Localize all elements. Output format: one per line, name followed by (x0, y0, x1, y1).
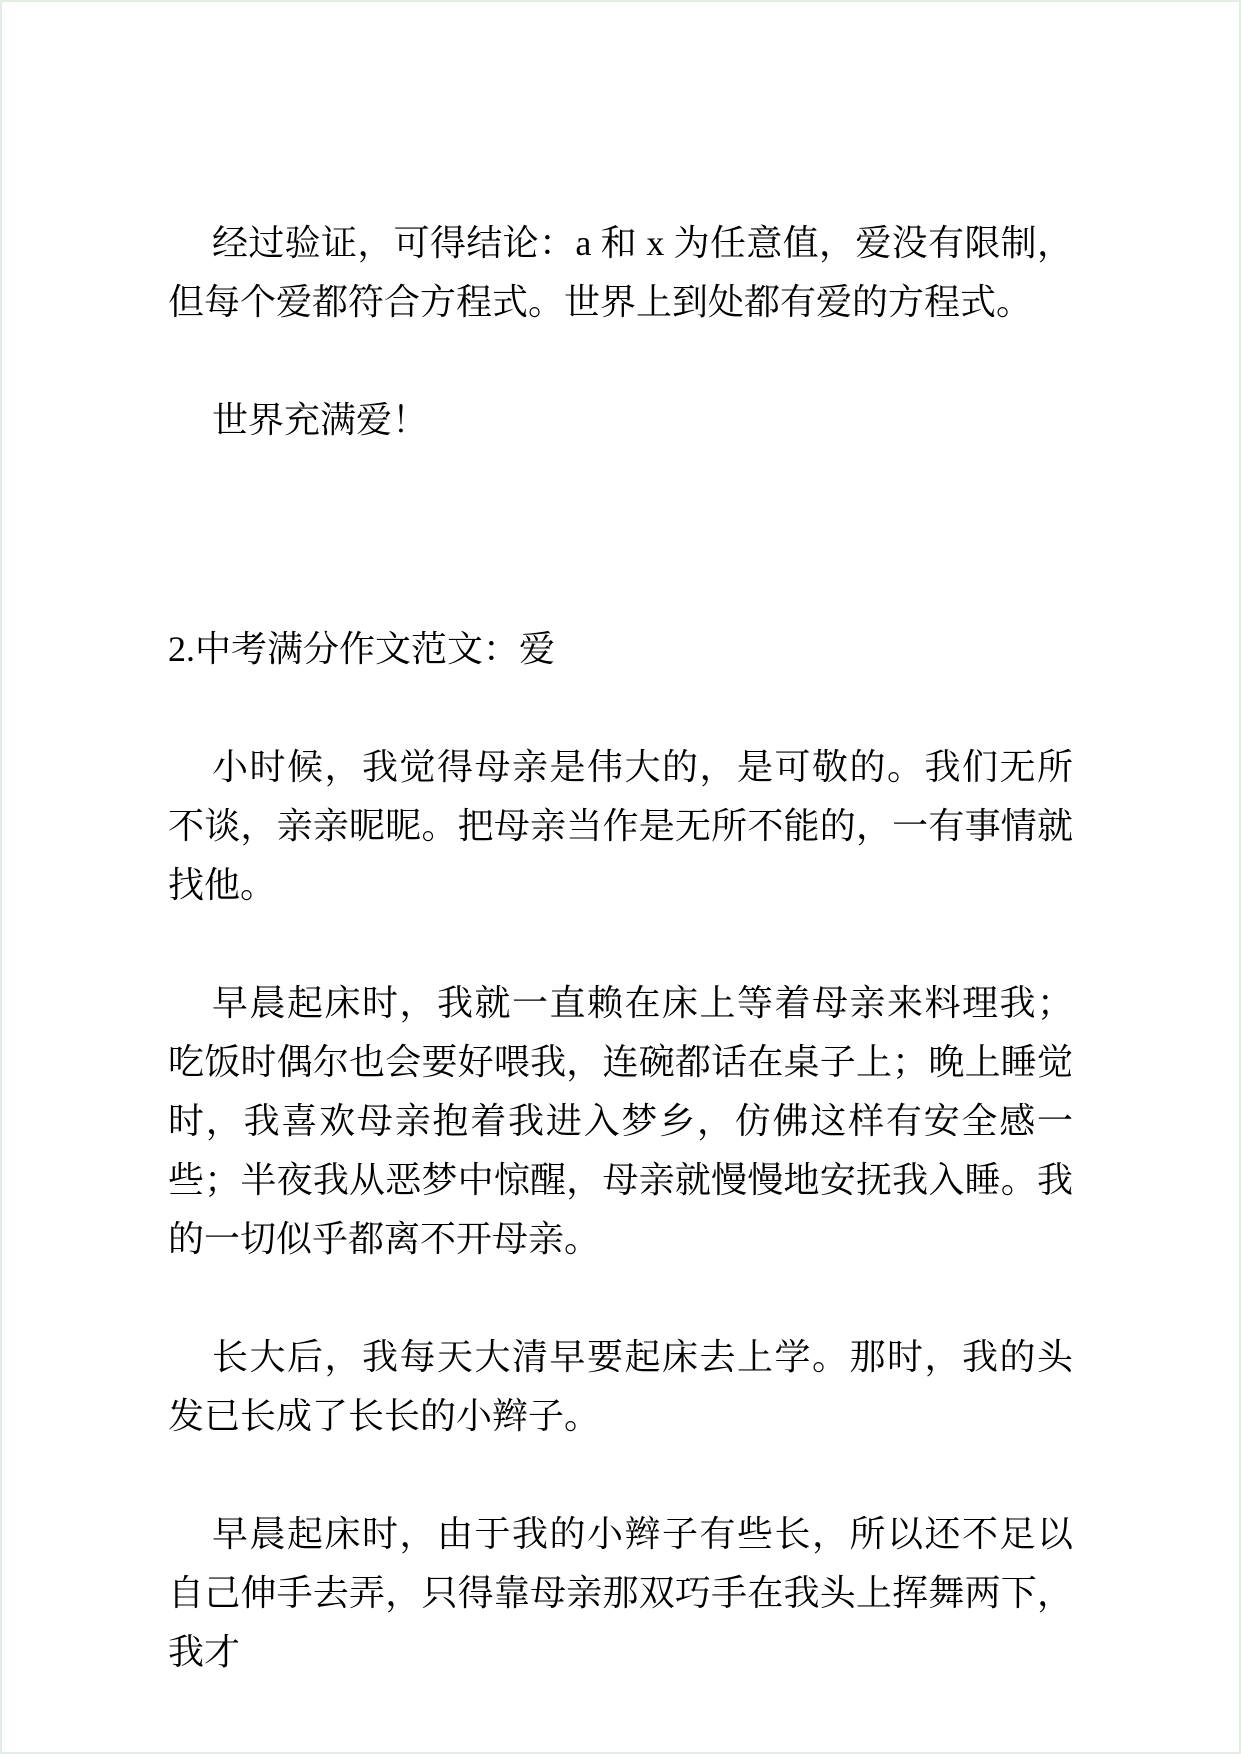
paragraph-daily-dependence-on-mother: 早晨起床时，我就一直赖在床上等着母亲来料理我；吃饭时偶尔也会要好喂我，连碗都话在桌子上；晚上睡觉时，我喜欢母亲抱着我进入梦乡，仿佛这样有安全感一些；半夜我从恶梦中惊醒，母亲就慢慢地安抚我入睡。我的一切似乎都离不开母亲。 (168, 983, 1073, 1259)
paragraph-growing-up-braids: 长大后，我每天大清早要起床去上学。那时，我的头发已长成了长长的小辫子。 (168, 1337, 1073, 1436)
paragraph-love-equation-conclusion: 经过验证，可得结论：a 和 x 为任意值，爱没有限制，但每个爱都符合方程式。世界上到处都有爱的方程式。 (168, 223, 1073, 322)
paragraph-world-full-of-love: 世界充满爱！ (212, 400, 429, 440)
paragraph-morning-braid-help: 早晨起床时，由于我的小辫子有些长，所以还不足以自己伸手去弄，只得靠母亲那双巧手在我头上挥舞两下，我才 (168, 1514, 1073, 1672)
paragraph-childhood-mother: 小时候，我觉得母亲是伟大的，是可敬的。我们无所不谈，亲亲昵昵。把母亲当作是无所不能的，一有事情就找他。 (168, 747, 1073, 905)
heading-essay-2-title: 2.中考满分作文范文：爱 (168, 629, 556, 669)
